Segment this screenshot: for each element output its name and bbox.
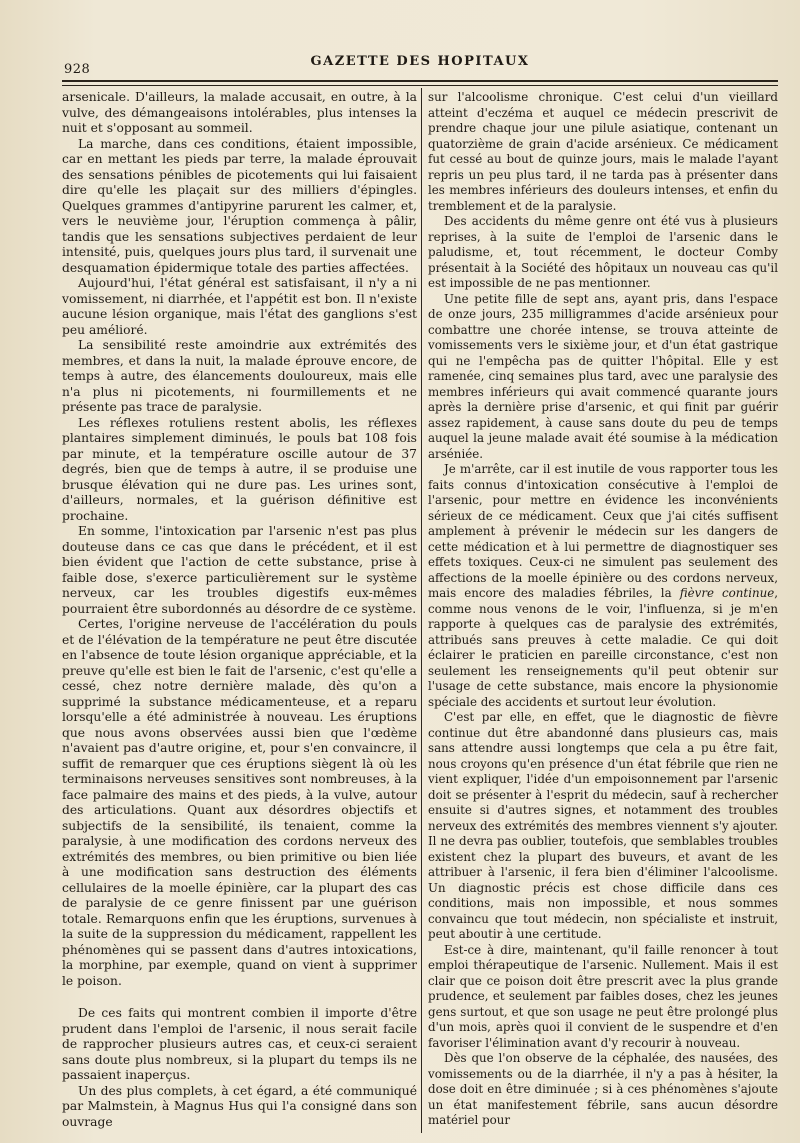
header-rule-thin bbox=[62, 85, 778, 86]
paragraph: Est-ce à dire, maintenant, qu'il faille renoncer à tout emploi thérapeutique de l'arsenic. Nullement. Mais il est clair que ce poison doit être prescrit avec la plus grande prudence, et seulement par faibles doses, chez les jeunes gens surtout, et que son usage ne peut être prolongé plus d'un mois, après quoi il convient de le suspendre et d'en favoriser l'élimination avant d'y recourir à nouveau. bbox=[428, 942, 778, 1050]
paragraph: Une petite fille de sept ans, ayant pris, dans l'espace de onze jours, 235 milligrammes d'acide arsénieux pour combattre une chorée intense, se trouva atteinte de vomissements vers le sixième jour, et d'un état gastrique qui ne l'empêcha pas de quitter l'hôpital. Elle y est ramenée, cinq semaines plus tard, avec une paralysie des membres inférieurs qui avait commencé quarante jours après la dernière prise d'arsenic, et qui finit par guérir assez rapidement, à cause sans doute du peu de temps auquel la jeune malade avait été soumise à la médication arséniée. bbox=[428, 291, 778, 461]
paragraph: La marche, dans ces conditions, étaient impossible, car en mettant les pieds par terre, la malade éprouvait des sensations pénibles de picotements qui lui faisaient dire qu'elle les plaçait sur des milliers d'épingles. Quelques grammes d'antipyrine parurent les calmer, et, vers le neuvième jour, l'éruption commença à pâlir, tandis que les sensations subjectives perdaient de leur intensité, puis, quelques jours plus tard, il survenait une desquamation épidermique totale des parties affectées. bbox=[62, 136, 417, 275]
page-number: 928 bbox=[64, 62, 91, 77]
italic-term: fièvre continue bbox=[679, 586, 775, 600]
paragraph: Les réflexes rotuliens restent abolis, les réflexes plantaires simplement diminués, le pouls bat 108 fois par minute, et la température oscille autour de 37 degrés, bien que de temps à autre, il se produise une brusque élévation qui ne dure pas. Les urines sont, d'ailleurs, normales, et la guérison définitive est prochaine. bbox=[62, 415, 417, 523]
text-run: Je m'arrête, car il est inutile de vous rapporter tous les faits connus d'intoxication consécutive à l'emploi de l'arsenic, pour mettre en évidence les inconvénients sérieux de ce médicament. Ceux que j'ai cités suffisent amplement à prévenir le médecin sur les dangers de cette médication et à lui permettre de diagnostiquer ses effets toxiques. Ceux-ci ne simulent pas seulement des affections de la moelle épinière ou des cordons nerveux, mais encore des maladies fébriles, la bbox=[428, 462, 778, 600]
text-run: , comme nous venons de le voir, l'influenza, si je m'en rapporte à quelques cas de paralysie des extrémités, attribués sans preuves à cette maladie. Ce qui doit éclairer le praticien en pareille circonstance, c'est non seulement les renseignements qu'il peut obtenir sur l'usage de cette substance, mais encore la physionomie spéciale des accidents et surtout leur évolution. bbox=[428, 586, 779, 709]
journal-title: GAZETTE DES HOPITAUX bbox=[310, 54, 530, 69]
paragraph: Dès que l'on observe de la céphalée, des nausées, des vomissements ou de la diarrhée, il n'y a pas à hésiter, la dose doit en être diminuée ; si à ces phénomènes s'ajoute un état manifestement fébrile, sans aucun désordre matériel pour bbox=[428, 1051, 778, 1127]
paragraph: En somme, l'intoxication par l'arsenic n'est pas plus douteuse dans ce cas que dans le précédent, et il est bien évident que l'action de cette substance, prise à faible dose, s'exerce particulièrement sur le système nerveux, car les troubles digestifs eux-mêmes pourraient être subordonnés au désordre de ce système. bbox=[62, 524, 417, 616]
right-column bbox=[428, 90, 778, 1129]
column-divider bbox=[421, 88, 422, 1133]
left-column bbox=[62, 90, 417, 1130]
paragraph bbox=[428, 462, 778, 710]
paragraph: C'est par elle, en effet, que le diagnostic de fièvre continue dut être abandonné dans plusieurs cas, mais sans attendre aussi longtemps que cela a pu être fait, nous croyons qu'en présence d'un état fébrile que rien ne vient expliquer, l'idée d'un empoisonnement par l'arsenic doit se présenter à l'esprit du médecin, sauf à rechercher ensuite si d'autres signes, et notamment des troubles nerveux des extrémités des membres viennent s'y ajouter. Il ne devra pas oublier, toutefois, que semblables troubles existent chez la plupart des buveurs, et avant de les attribuer à l'arsenic, il fera bien d'éliminer l'alcoolisme. Un diagnostic précis est chose difficile dans ces conditions, mais non impossible, et nous sommes convaincu que tout médecin, non spécialiste et instruit, peut aboutir à une certitude. bbox=[428, 710, 778, 941]
paragraph: Aujourd'hui, l'état général est satisfaisant, il n'y a ni vomissement, ni diarrhée, et l'appétit est bon. Il n'existe aucune lésion organique, mais l'état des ganglions s'est peu amélioré. bbox=[62, 276, 417, 337]
paragraph: Des accidents du même genre ont été vus à plusieurs reprises, à la suite de l'emploi de l'arsenic dans le paludisme, et, tout récemment, le docteur Comby présentait à la Société des hôpitaux un nouveau cas qu'il est impossible de ne pas mentionner. bbox=[428, 214, 778, 290]
paragraph: La sensibilité reste amoindrie aux extrémités des membres, et dans la nuit, la malade éprouve encore, de temps à autre, des élancements douloureux, mais elle n'a plus ni picotements, ni fourmillements et ne présente pas trace de paralysie. bbox=[62, 338, 417, 414]
paragraph: Un des plus complets, à cet égard, a été communiqué par Malmstein, à Magnus Hus qui l'a consigné dans son ouvrage bbox=[62, 1083, 417, 1129]
paragraph: Certes, l'origine nerveuse de l'accélération du pouls et de l'élévation de la température ne peut être discutée en l'absence de toute lésion organique appréciable, et la preuve qu'elle est bien le fait de l'arsenic, c'est qu'elle a cessé, chez notre dernière malade, dès qu'on a supprimé la substance médicamenteuse, et a reparu lorsqu'elle a été administrée à nouveau. Les éruptions que nous avons observées aussi bien que l'œdème n'avaient pas d'autre origine, et, pour s'en convaincre, il suffit de remarquer que ces éruptions siègent là où les terminaisons nerveuses sensitives sont nombreuses, à la face palmaire des mains et des pieds, à la vulve, autour des articulations. Quant aux désordres objectifs et subjectifs de la sensibilité, ils tenaient, comme la paralysie, à une modification des cordons nerveux des extrémités des membres, ou bien primitive ou bien liée à une modification sans destruction des éléments cellulaires de la moelle épinière, car la plupart des cas de paralysie de ce genre finissent par une guérison totale. Remarquons enfin que les éruptions, survenues à la suite de la suppression du médicament, rappellent les phénomènes qui se passent dans d'autres intoxications, la morphine, par exemple, quand on vient à supprimer le poison. bbox=[62, 617, 417, 988]
paragraph: sur l'alcoolisme chronique. C'est celui d'un vieillard atteint d'eczéma et auquel ce médecin prescrivit de prendre chaque jour une pilule asiatique, contenant un quatorzième de grain d'acide arsénieux. Ce médicament fut cessé au bout de quinze jours, mais le malade l'ayant repris un peu plus tard, il ne tarda pas à présenter dans les membres inférieurs des douleurs intenses, et enfin du tremblement et de la paralysie. bbox=[428, 90, 778, 213]
paragraph: De ces faits qui montrent combien il importe d'être prudent dans l'emploi de l'arsenic, il nous serait facile de rapprocher plusieurs autres cas, et ceux-ci seraient sans doute plus nombreux, si la plupart du temps ils ne passaient inaperçus. bbox=[62, 1006, 417, 1082]
paragraph: arsenicale. D'ailleurs, la malade accusait, en outre, à la vulve, des démangeaisons intolérables, plus intenses la nuit et s'opposant au sommeil. bbox=[62, 90, 417, 135]
page-header bbox=[62, 52, 778, 82]
header-rule bbox=[62, 80, 778, 82]
